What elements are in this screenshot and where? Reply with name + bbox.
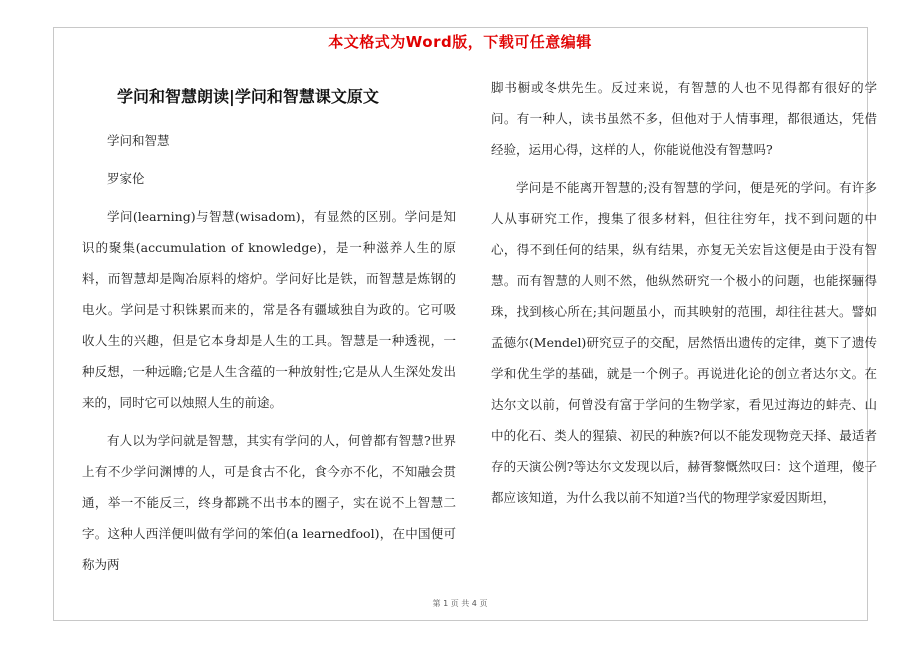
left-text-column: [82, 125, 456, 580]
document-title: 学问和智慧朗读|学问和智慧课文原文: [117, 87, 379, 106]
article-author: 罗家伦: [107, 171, 145, 186]
paragraph-continued: 脚书橱或冬烘先生。反过来说，有智慧的人也不见得都有很好的学问。有一种人，读书虽然不多，但他对于人情事理，都很通达，凭借经验，运用心得，这样的人，你能说他没有智慧吗?: [491, 80, 877, 157]
right-text-column: [491, 72, 877, 513]
article-heading: 学问和智慧: [107, 133, 170, 148]
editable-notice-banner: 本文格式为Word版，下载可任意编辑: [328, 33, 592, 51]
paragraph: 有人以为学问就是智慧，其实有学问的人，何曾都有智慧?世界上有不少学问渊博的人，可是食古不化，食今亦不化，不知融会贯通，举一不能反三，终身都跳不出书本的圈子，实在说不上智慧二字。这种人西洋便叫做有学问的笨伯(a learnedfool)，在中国便可称为两: [82, 433, 456, 572]
paragraph: 学问(learning)与智慧(wisadom)，有显然的区别。学问是知识的聚集(accumulation of knowledge)，是一种滋养人生的原料，而智慧却是陶冶原料的熔炉。学问好比是铁，而智慧是炼钢的电火。学问是寸积铢累而来的，常是各有疆域独自为政的。它可吸收人生的兴趣，但是它本身却是人生的工具。智慧是一种透视，一种反想，一种远瞻;它是人生含蕴的一种放射性;它是从人生深处发出来的，同时它可以烛照人生的前途。: [82, 209, 456, 410]
page-number-footer: 第 1 页 共 4 页: [432, 599, 488, 608]
paragraph: 学问是不能离开智慧的;没有智慧的学问，便是死的学问。有许多人从事研究工作，搜集了很多材料，但往往穷年，找不到问题的中心，得不到任何的结果，纵有结果，亦复无关宏旨这便是由于没有智慧。而有智慧的人则不然，他纵然研究一个极小的问题，也能探骊得珠，找到核心所在;其问题虽小，而其映射的范围，却往往甚大。譬如孟德尔(Mendel)研究豆子的交配，居然悟出遗传的定律，奠下了遗传学和优生学的基础，就是一个例子。再说进化论的创立者达尔文。在达尔文以前，何曾没有富于学问的生物学家，看见过海边的蚌壳、山中的化石、类人的猩猿、初民的种族?何以不能发现物竞天择、最适者存的天演公例?等达尔文发现以后，赫胥黎慨然叹曰：这个道理，傻子都应该知道，为什么我以前不知道?当代的物理学家爱因斯坦，: [491, 180, 877, 505]
